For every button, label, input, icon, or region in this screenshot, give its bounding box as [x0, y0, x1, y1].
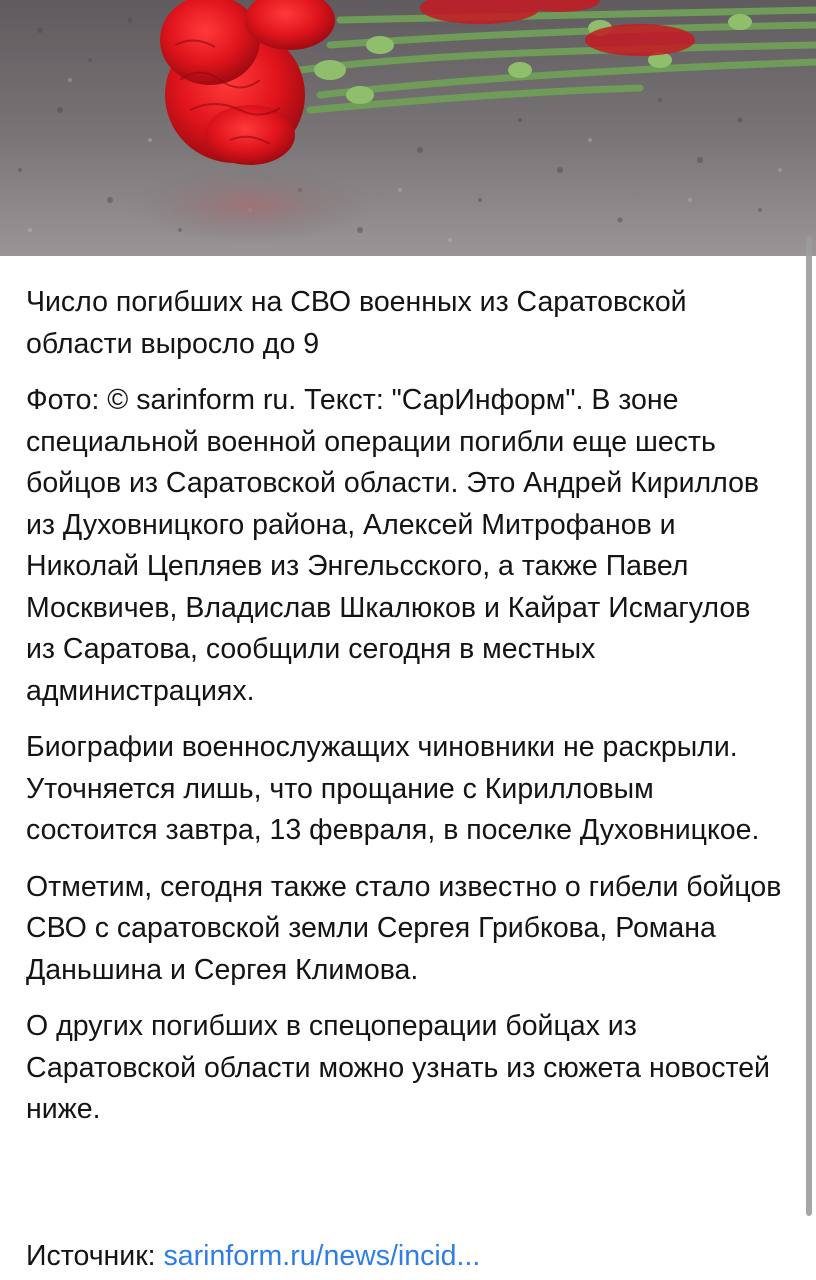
post-paragraph: Биографии военнослужащих чиновники не раскрыли. Уточняется лишь, что прощание с Кирилловым состоится завтра, 13 февраля, в поселке Духовницкое. — [26, 731, 760, 846]
post-text — [26, 282, 786, 1146]
source-link[interactable]: sarinform.ru/news/incid... — [163, 1240, 481, 1272]
post-photo[interactable] — [0, 0, 816, 256]
red-carnations-photo — [0, 0, 816, 256]
post-paragraph: Отметим, сегодня также стало известно о гибели бойцов СВО с саратовской земли Сергея Грибкова, Романа Даньшина и Сергея Климова. — [26, 870, 782, 986]
scrollbar[interactable] — [806, 236, 812, 1216]
post-title: Число погибших на СВО военных из Саратовской области выросло до 9 — [26, 286, 687, 360]
post-paragraph: О других погибших в спецоперации бойцах из Саратовской области можно узнать из сюжета новостей ниже. — [26, 1010, 770, 1125]
source-label: Источник: — [26, 1240, 164, 1272]
post-paragraph: Фото: © sarinform ru. Текст: "СарИнформ". В зоне специальной военной операции погибли еще шесть бойцов из Саратовской области. Это Андрей Кириллов из Духовницкого района, Алексей Митрофанов и Николай Цепляев из Энгельсского, а также Павел Москвичев, Владислав Шкалюков и Кайрат Исмагулов из Саратова, сообщили сегодня в местных администрациях. — [26, 384, 760, 707]
source-line — [26, 1236, 480, 1277]
